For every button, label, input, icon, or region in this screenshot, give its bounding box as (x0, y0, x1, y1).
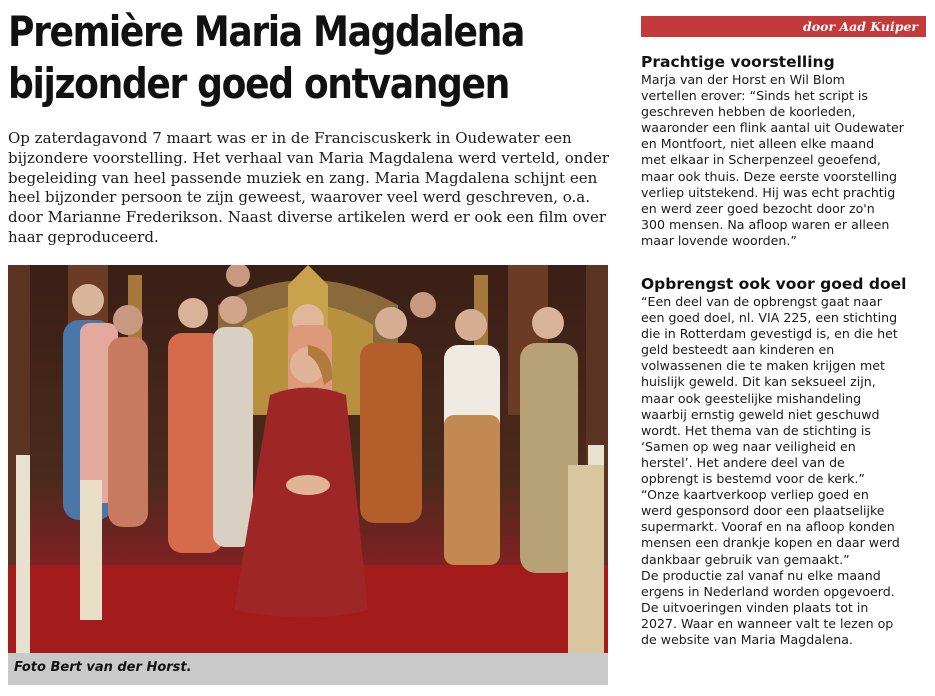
section-body-prachtige-voorstelling (641, 72, 933, 249)
text-line: volwassenen die te maken krijgen met (641, 358, 885, 374)
text-line: De productie zal vanaf nu elke maand (641, 567, 881, 583)
text-line: herstel’. Het andere deel van de (641, 454, 845, 470)
text-line: geld besteedt aan kinderen en (641, 342, 835, 358)
text-line: en Montfoort, niet alleen elke maand (641, 136, 875, 152)
text-line: werd gesponsord door een plaatselijke (641, 503, 885, 519)
text-line: Marja van der Horst en Wil Blom (641, 72, 845, 87)
text-line: een goed doel, nl. VIA 225, een stichting (641, 310, 898, 326)
choir-photo-image (8, 265, 608, 653)
text-line: de website van Maria Magdalena. (641, 631, 853, 647)
text-line: ‘Samen op weg naar veiligheid en (641, 438, 856, 454)
text-line: mensen een drankje kopen en daar werd (641, 535, 900, 551)
section-body-opbrengst (641, 294, 933, 648)
text-line: supermarkt. Vooraf en na afloop konden (641, 519, 895, 535)
text-line: wordt. Het thema van de stichting is (641, 422, 871, 438)
author-byline: door Aad Kuiper (641, 16, 926, 37)
text-line: maar lovende woorden.” (641, 232, 797, 248)
headline-line-1: Première Maria Magdalena (8, 7, 524, 56)
text-line: waarbij ernstig geweld niet geschuwd (641, 406, 880, 422)
text-line: maar ook thuis. Deze eerste voorstelling (641, 168, 898, 184)
text-line: De uitvoeringen vinden plaats tot in (641, 599, 869, 615)
article-photo (8, 265, 608, 685)
text-line: ergens in Nederland worden opgevoerd. (641, 583, 895, 599)
text-line: verliep uitstekend. Hij was echt prachtig (641, 184, 896, 200)
text-line: “Een deel van de opbrengst gaat naar (641, 294, 882, 309)
headline-line-2: bijzonder goed ontvangen (8, 59, 509, 108)
section-heading-opbrengst: Opbrengst ook voor goed doel (641, 275, 907, 293)
headline (8, 6, 524, 110)
text-line: 300 mensen. Na afloop waren er alleen (641, 216, 890, 232)
text-line: 2027. Waar en wanneer valt te lezen op (641, 615, 894, 631)
section-heading-prachtige-voorstelling: Prachtige voorstelling (641, 53, 835, 71)
text-line: geschreven hebben de koorleden, (641, 104, 856, 120)
text-line: maar ook geestelijke mishandeling (641, 390, 862, 406)
text-line: huislijk geweld. Dit kan seksueel zijn, (641, 374, 876, 390)
intro-paragraph: Op zaterdagavond 7 maart was er in de Franciscuskerk in Oudewater een bijzondere voorstelling. Het verhaal van Maria Magdalena werd verteld, onder begeleiding van heel passende muziek en zang. Maria Magdalena schijnt een heel bijzonder persoon te zijn geweest, waarover veel werd geschreven, o.a. door Marianne Frederikson. Naast diverse artikelen werd er ook een film over haar geproduceerd. (8, 129, 610, 246)
text-line: opbrengt is bestemd voor de kerk.” (641, 471, 865, 487)
text-line: en werd zeer goed bezocht door zo'n (641, 200, 875, 216)
text-line: “Onze kaartverkoop verliep goed en (641, 487, 869, 503)
photo-caption: Foto Bert van der Horst. (14, 660, 192, 675)
photo-caption-bar (8, 653, 608, 685)
text-line: met elkaar in Scherpenzeel geoefend, (641, 152, 881, 168)
text-line: waaronder een flink aantal uit Oudewater (641, 120, 904, 136)
text-line: die in Rotterdam gevestigd is, en die het (641, 326, 898, 342)
text-line: vertellen erover: “Sinds het script is (641, 88, 868, 104)
text-line: dankbaar gebruik van gemaakt.” (641, 551, 850, 567)
